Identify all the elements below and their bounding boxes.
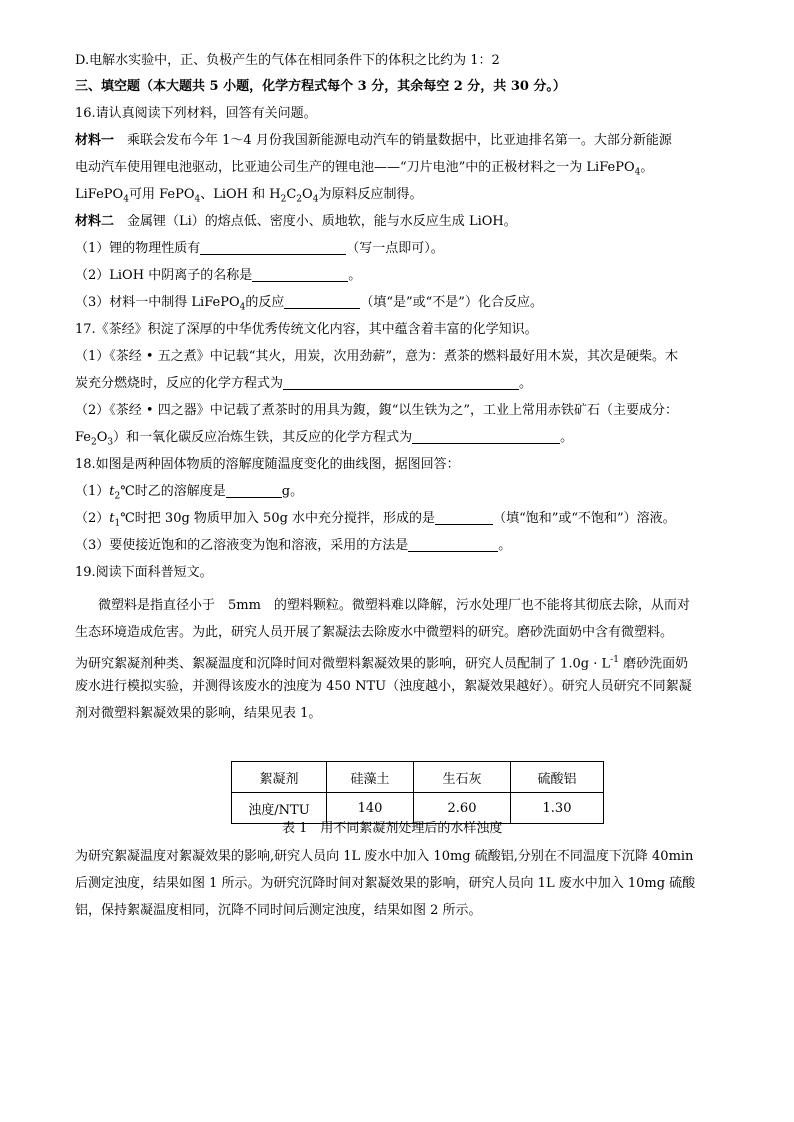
table-cell: 140: [327, 793, 414, 824]
q16-material1-line2: 电动汽车使用锂电池驱动，比亚迪公司生产的锂电池——“刀片电池”中的正极材料之一为 LiFePO$_4$。: [75, 160, 654, 178]
q17-sub2-line1: （2）《茶经 • 四之器》中记载了煮茶时的用具为鍑，鍑“以生铁为之”，工业上常用赤铁矿石（主要成分：: [75, 403, 678, 418]
table-cell: 絮凝剂: [232, 762, 327, 793]
answer-blank[interactable]: [200, 240, 346, 255]
q19-para-line2: 生态环境造成危害。为此，研究人员开展了絮凝法去除废水中微塑料的研究。磨砂洗面奶中含有微塑料。: [75, 625, 674, 640]
option-d: D.电解水实验中，正、负极产生的气体在相同条件下的体积之比约为 1：2: [75, 53, 500, 68]
q18-sub1: $(1)t_2℃$时乙的溶解度是 g。: [75, 484, 304, 502]
q19-para-line3: 为研究絮凝剂种类、絮凝温度和沉降时间对微塑料絮凝效果的影响，研究人员配制了 $1.0g \cdot L^{-1}$ 磨砂洗面奶: [75, 655, 689, 672]
material1-label: 材料一: [75, 133, 115, 148]
q16-sub2: （2）LiOH 中阴离子的名称是 。: [75, 268, 362, 283]
q18-sub2: $(2)t_1℃$时把 30g 物质甲加入 50g 水中充分搅拌，形成的是 （填“饱和”或“不饱和”）溶液。: [75, 511, 676, 529]
table-cell: 浊度/NTU: [232, 793, 327, 824]
table-cell: 1.30: [511, 793, 604, 824]
answer-blank[interactable]: [252, 267, 348, 282]
answer-blank[interactable]: [435, 510, 493, 525]
table-cell: 硅藻土: [327, 762, 414, 793]
table-cell: 生石灰: [414, 762, 511, 793]
q19-para2-line1: 为研究絮凝温度对絮凝效果的影响,研究人员向 1L 废水中加入 10mg 硫酸铝,分别在不同温度下沉降 40min: [75, 849, 694, 864]
q17-sub1-line1: （1）《茶经 • 五之煮》中记载“其火，用炭，次用劲薪”，意为：煮茶的燃料最好用木炭，其次是硬柴。木: [75, 349, 678, 364]
table-cell: 硫酸铝: [511, 762, 604, 793]
q19-intro: 19.阅读下面科普短文。: [75, 565, 213, 580]
q18-intro: 18.如图是两种固体物质的溶解度随温度变化的曲线图，据图回答：: [75, 457, 460, 472]
q16-sub1: （1）锂的物理性质有 （写一点即可）。: [75, 241, 444, 256]
q16-sub3: （3）材料一中制得 LiFePO$_4$的反应 （填“是”或“不是”）化合反应。: [75, 295, 543, 313]
q19-para-line4: 废水进行模拟实验，并测得该废水的浊度为 450 NTU（浊度越小，絮凝效果越好）。研究人员研究不同絮凝: [75, 679, 692, 694]
table-caption: 表 1 用不同絮凝剂处理后的水样浊度: [282, 821, 503, 836]
material2-label: 材料二: [75, 214, 115, 229]
answer-blank[interactable]: [283, 375, 519, 390]
q16-intro: 16.请认真阅读下列材料，回答有关问题。: [75, 106, 317, 121]
table-header-row: [232, 762, 604, 793]
q19-para2-line2: 后测定浊度，结果如图 1 所示。为研究沉降时间对絮凝效果的影响，研究人员向 1L 废水中加入 10mg 硫酸: [75, 876, 696, 891]
answer-blank[interactable]: [408, 537, 498, 552]
answer-blank[interactable]: [284, 294, 360, 309]
q17-sub1-line2: 炭充分燃烧时，反应的化学方程式为 。: [75, 376, 533, 391]
q19-para-line1: 微塑料是指直径小于 5mm 的塑料颗粒。微塑料难以降解，污水处理厂也不能将其彻底去除，从而对: [98, 598, 690, 613]
q19-para-line5: 剂对微塑料絮凝效果的影响，结果见表 1。: [75, 706, 322, 721]
answer-blank[interactable]: [226, 483, 282, 498]
q17-sub2-line2: $Fe_2O_3$）和一氧化碳反应冶炼生铁，其反应的化学方程式为 。: [75, 430, 574, 448]
section-heading: 三、填空题（本大题共 5 小题，化学方程式每个 3 分，其余每空 2 分，共 30 分。）: [75, 79, 566, 94]
q16-material1-line1: [75, 131, 672, 151]
table-cell: 2.60: [414, 793, 511, 824]
q17-intro: 17.《茶经》积淀了深厚的中华优秀传统文化内容，其中蕴含着丰富的化学知识。: [75, 322, 538, 337]
q19-para2-line3: 铝，保持絮凝温度相同，沉降不同时间后测定浊度，结果如图 2 所示。: [75, 903, 482, 918]
q16-material2: 材料二 金属锂（Li）的熔点低、密度小、质地软，能与水反应生成 LiOH。: [75, 214, 517, 229]
material1-text: 乘联会发布今年 1～4 月份我国新能源电动汽车的销量数据中，比亚迪排名第一。大部分新能源: [114, 133, 672, 148]
answer-blank[interactable]: [412, 429, 560, 444]
flocculant-table: [231, 761, 604, 824]
q16-material1-line3: LiFePO$_4$可用 FePO$_4$、LiOH 和 $H_2C_2O_4$为原料反应制得。: [75, 187, 423, 205]
q18-sub3: （3）要使接近饱和的乙溶液变为饱和溶液，采用的方法是 。: [75, 538, 512, 553]
